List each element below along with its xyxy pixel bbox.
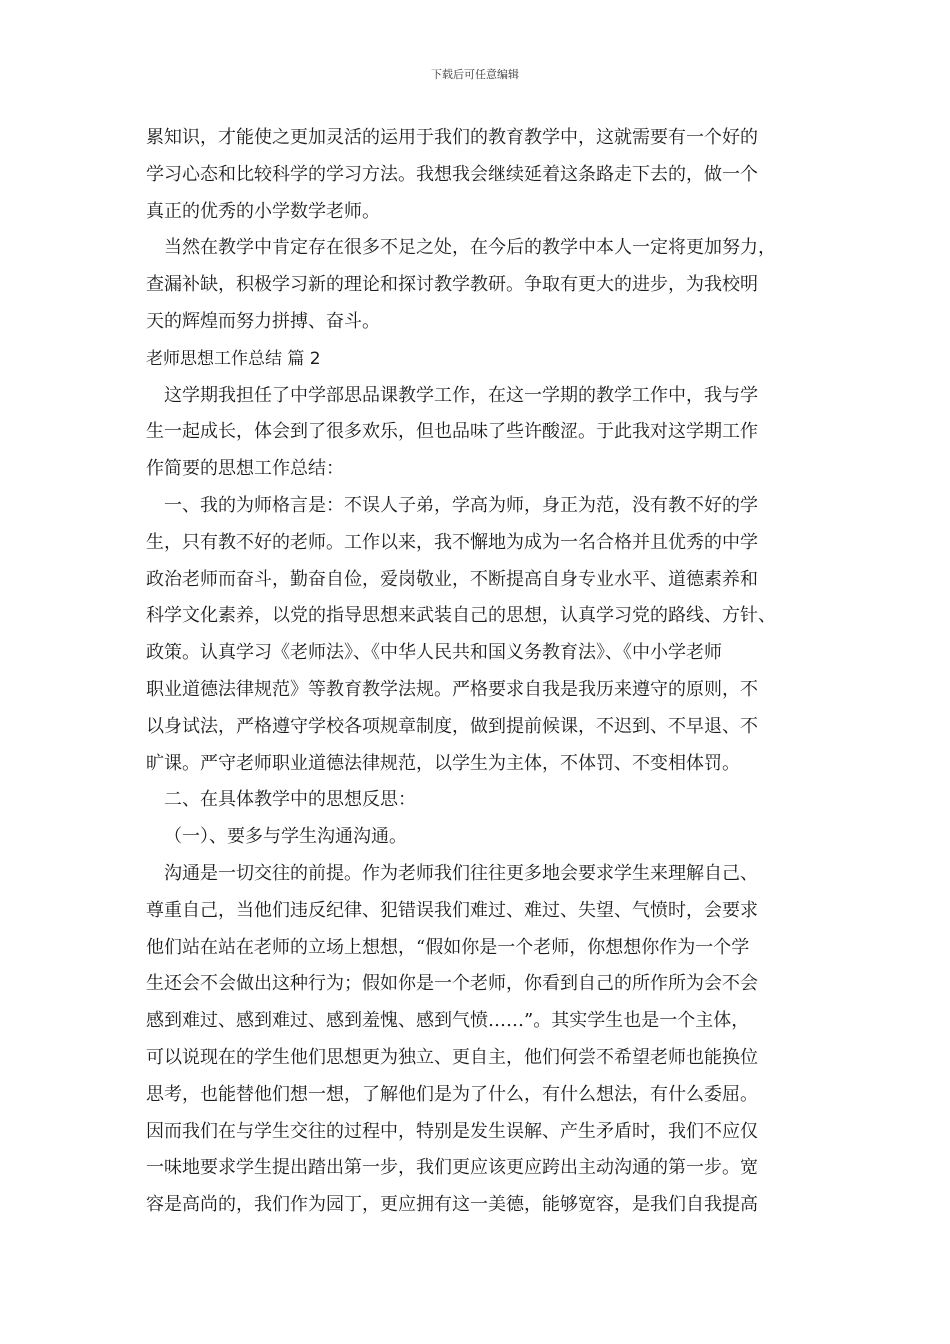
text-line: 真正的优秀的小学数学老师。 bbox=[146, 200, 380, 222]
text-line: （一）、要多与学生沟通沟通。 bbox=[164, 826, 407, 848]
text-line: 感到难过、感到难过、感到羞愧、感到气愤……”。其实学生也是一个主体， bbox=[146, 1010, 750, 1032]
text-line: 尊重自己，当他们违反纪律、犯错误我们难过、难过、失望、气愤时，会要求 bbox=[146, 899, 758, 921]
text-line: 作简要的思想工作总结： bbox=[146, 458, 344, 480]
text-line: 这学期我担任了中学部思品课教学工作，在这一学期的教学工作中，我与学 bbox=[164, 384, 758, 406]
text-line: 天的辉煌而努力拼搏、奋斗。 bbox=[146, 310, 380, 332]
text-line: 生还会不会做出这种行为；假如你是一个老师，你看到自己的所作所为会不会 bbox=[146, 973, 758, 995]
text-line: 政策。认真学习《老师法》、《中华人民共和国义务教育法》、《中小学老师 bbox=[146, 642, 722, 664]
text-line: 二、在具体教学中的思想反思： bbox=[164, 789, 416, 811]
text-line: 他们站在站在老师的立场上想想，“假如你是一个老师，你想想你作为一个学 bbox=[146, 936, 750, 958]
text-line: 职业道德法律规范》等教育教学法规。严格要求自我是我历来遵守的原则，不 bbox=[146, 678, 758, 700]
document-body bbox=[146, 120, 811, 1224]
text-line: 以身试法，严格遵守学校各项规章制度，做到提前候课，不迟到、不早退、不 bbox=[146, 715, 758, 737]
text-line: 沟通是一切交往的前提。作为老师我们往往更多地会要求学生来理解自己、 bbox=[164, 862, 758, 884]
text-line: 累知识，才能使之更加灵活的运用于我们的教育教学中，这就需要有一个好的 bbox=[146, 127, 758, 148]
text-line: 旷课。严守老师职业道德法律规范，以学生为主体，不体罚、不变相体罚。 bbox=[146, 752, 740, 774]
text-line: 科学文化素养，以党的指导思想来武装自己的思想，认真学习党的路线、方针、 bbox=[146, 605, 776, 627]
text-line: 学习心态和比较科学的学习方法。我想我会继续延着这条路走下去的，做一个 bbox=[146, 163, 758, 185]
text-line: 查漏补缺，积极学习新的理论和探讨教学教研。争取有更大的进步，为我校明 bbox=[146, 274, 758, 296]
text-line: 生一起成长，体会到了很多欢乐，但也品味了些许酸涩。于此我对这学期工作 bbox=[146, 421, 758, 443]
text-line: 当然在教学中肯定存在很多不足之处，在今后的教学中本人一定将更加努力， bbox=[164, 237, 776, 259]
text-line: 一味地要求学生提出踏出第一步，我们更应该更应跨出主动沟通的第一步。宽 bbox=[146, 1157, 758, 1179]
section-title: 老师思想工作总结 篇 2 bbox=[146, 348, 321, 369]
text-line: 生，只有教不好的老师。工作以来，我不懈地为成为一名合格并且优秀的中学 bbox=[146, 531, 758, 553]
text-line: 政治老师而奋斗，勤奋自俭，爱岗敬业，不断提高自身专业水平、道德素养和 bbox=[146, 568, 758, 590]
text-line: 思考，也能替他们想一想，了解他们是为了什么，有什么想法，有什么委屈。 bbox=[146, 1083, 758, 1105]
page-header: 下载后可任意编辑 bbox=[431, 68, 519, 81]
text-line: 可以说现在的学生他们思想更为独立、更自主，他们何尝不希望老师也能换位 bbox=[146, 1046, 758, 1068]
text-line: 容是高尚的，我们作为园丁，更应拥有这一美德，能够宽容，是我们自我提高 bbox=[146, 1194, 758, 1216]
text-line: 因而我们在与学生交往的过程中，特别是发生误解、产生矛盾时，我们不应仅 bbox=[146, 1120, 758, 1142]
text-line: 一、我的为师格言是：不误人子弟，学高为师，身正为范，没有教不好的学 bbox=[164, 494, 758, 516]
